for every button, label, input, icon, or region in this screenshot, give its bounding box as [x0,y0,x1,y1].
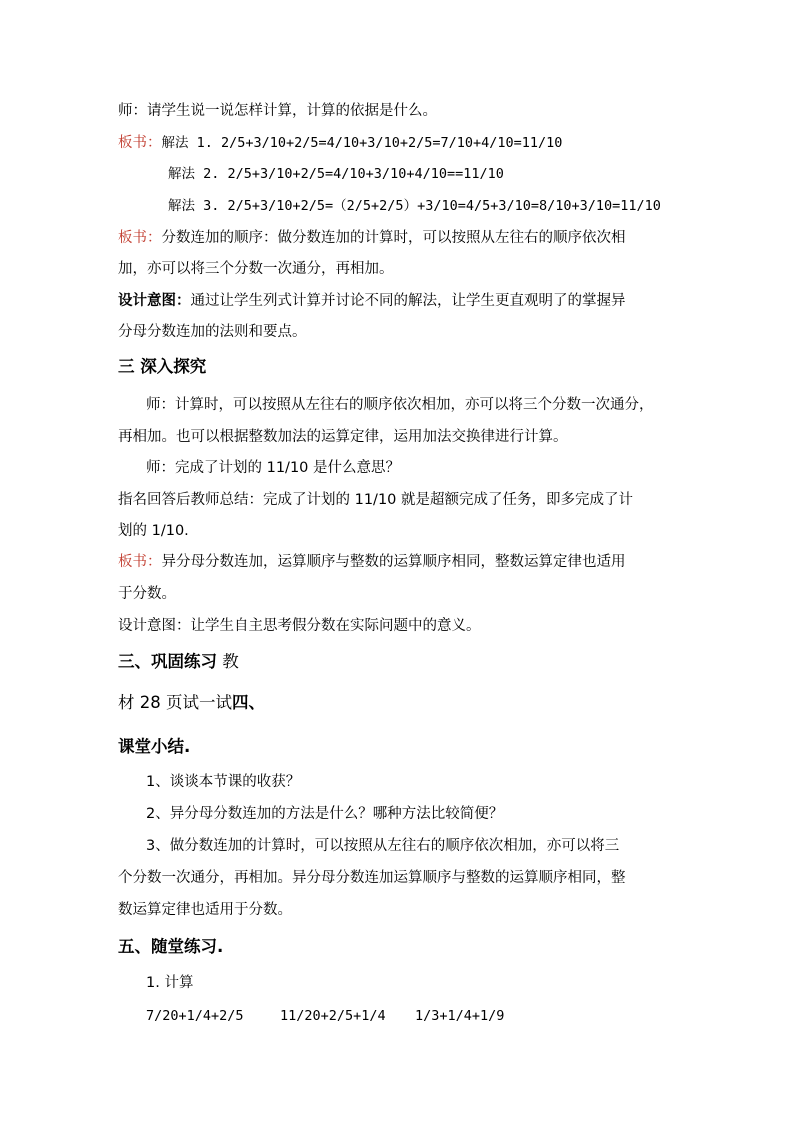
rule-text: 异分母分数连加，运算顺序与整数的运算顺序相同，整数运算定律也适用 [161,554,626,570]
rule-text-continued: 于分数。 [118,586,176,602]
order-text: 分数连加的顺序：做分数连加的计算时，可以按照从左往右的顺序依次相 [161,230,626,246]
design-intent-label: 设计意图： [118,293,191,309]
design-intent-text: 通过让学生列式计算并讨论不同的解法，让学生更直观明了的掌握异 [190,293,626,309]
section-heading-explore: 三 深入探究 [118,357,207,376]
section-heading-consolidate [118,652,239,672]
explore-paragraph-1-continued: 再相加。也可以根据整数加法的运算定律，运用加法交换律进行计算。 [118,429,568,445]
solution-1-text: 解法 1. 2/5+3/10+2/5=4/10+3/10+2/5=7/10+4/10=11/10 [161,135,563,151]
teacher-question-line: 师：请学生说一说怎样计算，计算的依据是什么。 [118,103,437,119]
textbook-reference-line [118,693,265,713]
design-intent-2: 设计意图：让学生自主思考假分数在实际问题中的意义。 [118,618,481,634]
explore-question: 师：完成了计划的 11/10 是什么意思？ [146,460,401,476]
blackboard-order-line [118,228,626,248]
blackboard-rule-line [118,552,626,572]
teacher-summary: 指名回答后教师总结：完成了计划的 11/10 就是超额完成了任务，即多完成了计 [118,492,634,508]
teacher-summary-continued: 划的 1/10. [118,523,189,539]
solution-2-text: 解法 2. 2/5+3/10+2/5=4/10+3/10+4/10==11/10 [168,166,504,182]
order-text-continued: 加，亦可以将三个分数一次通分，再相加。 [118,261,394,277]
summary-item-2: 2、异分母分数连加的方法是什么？哪种方法比较简便？ [146,806,504,822]
design-intent-continued: 分母分数连加的法则和要点。 [118,324,307,340]
textbook-reference: 材 28 页试一试 [118,693,232,712]
section-four-number: 四、 [232,693,265,712]
blackboard-label: 板书： [118,135,162,151]
blackboard-label: 板书： [118,554,162,570]
section-heading-practice: 五、随堂练习. [118,937,224,956]
summary-item-3: 3、做分数连加的计算时，可以按照从左往右的顺序依次相加，亦可以将三 [146,838,620,854]
practice-item-1: 1. 计算 [146,975,194,991]
explore-paragraph-1: 师：计算时，可以按照从左往右的顺序依次相加，亦可以将三个分数一次通分， [146,397,654,413]
summary-item-3-end: 数运算定律也适用于分数。 [118,902,292,918]
blackboard-solution-1 [118,133,562,153]
exercise-expression-2: 11/20+2/5+1/4 [280,1008,386,1024]
section-heading-summary: 课堂小结. [118,737,191,756]
consolidate-heading-plain: 教 [217,652,239,671]
blackboard-label: 板书： [118,230,162,246]
summary-item-1: 1、谈谈本节课的收获？ [146,774,301,790]
design-intent-line [118,291,626,311]
exercise-expression-1: 7/20+1/4+2/5 [146,1008,244,1024]
solution-3-text: 解法 3. 2/5+3/10+2/5=（2/5+2/5）+3/10=4/5+3/10=8/10+3/10=11/10 [168,198,661,214]
consolidate-heading-bold: 三、巩固练习 [118,652,217,671]
summary-item-3-continued: 个分数一次通分，再相加。异分母分数连加运算顺序与整数的运算顺序相同，整 [118,870,626,886]
exercise-expression-3: 1/3+1/4+1/9 [415,1008,505,1024]
